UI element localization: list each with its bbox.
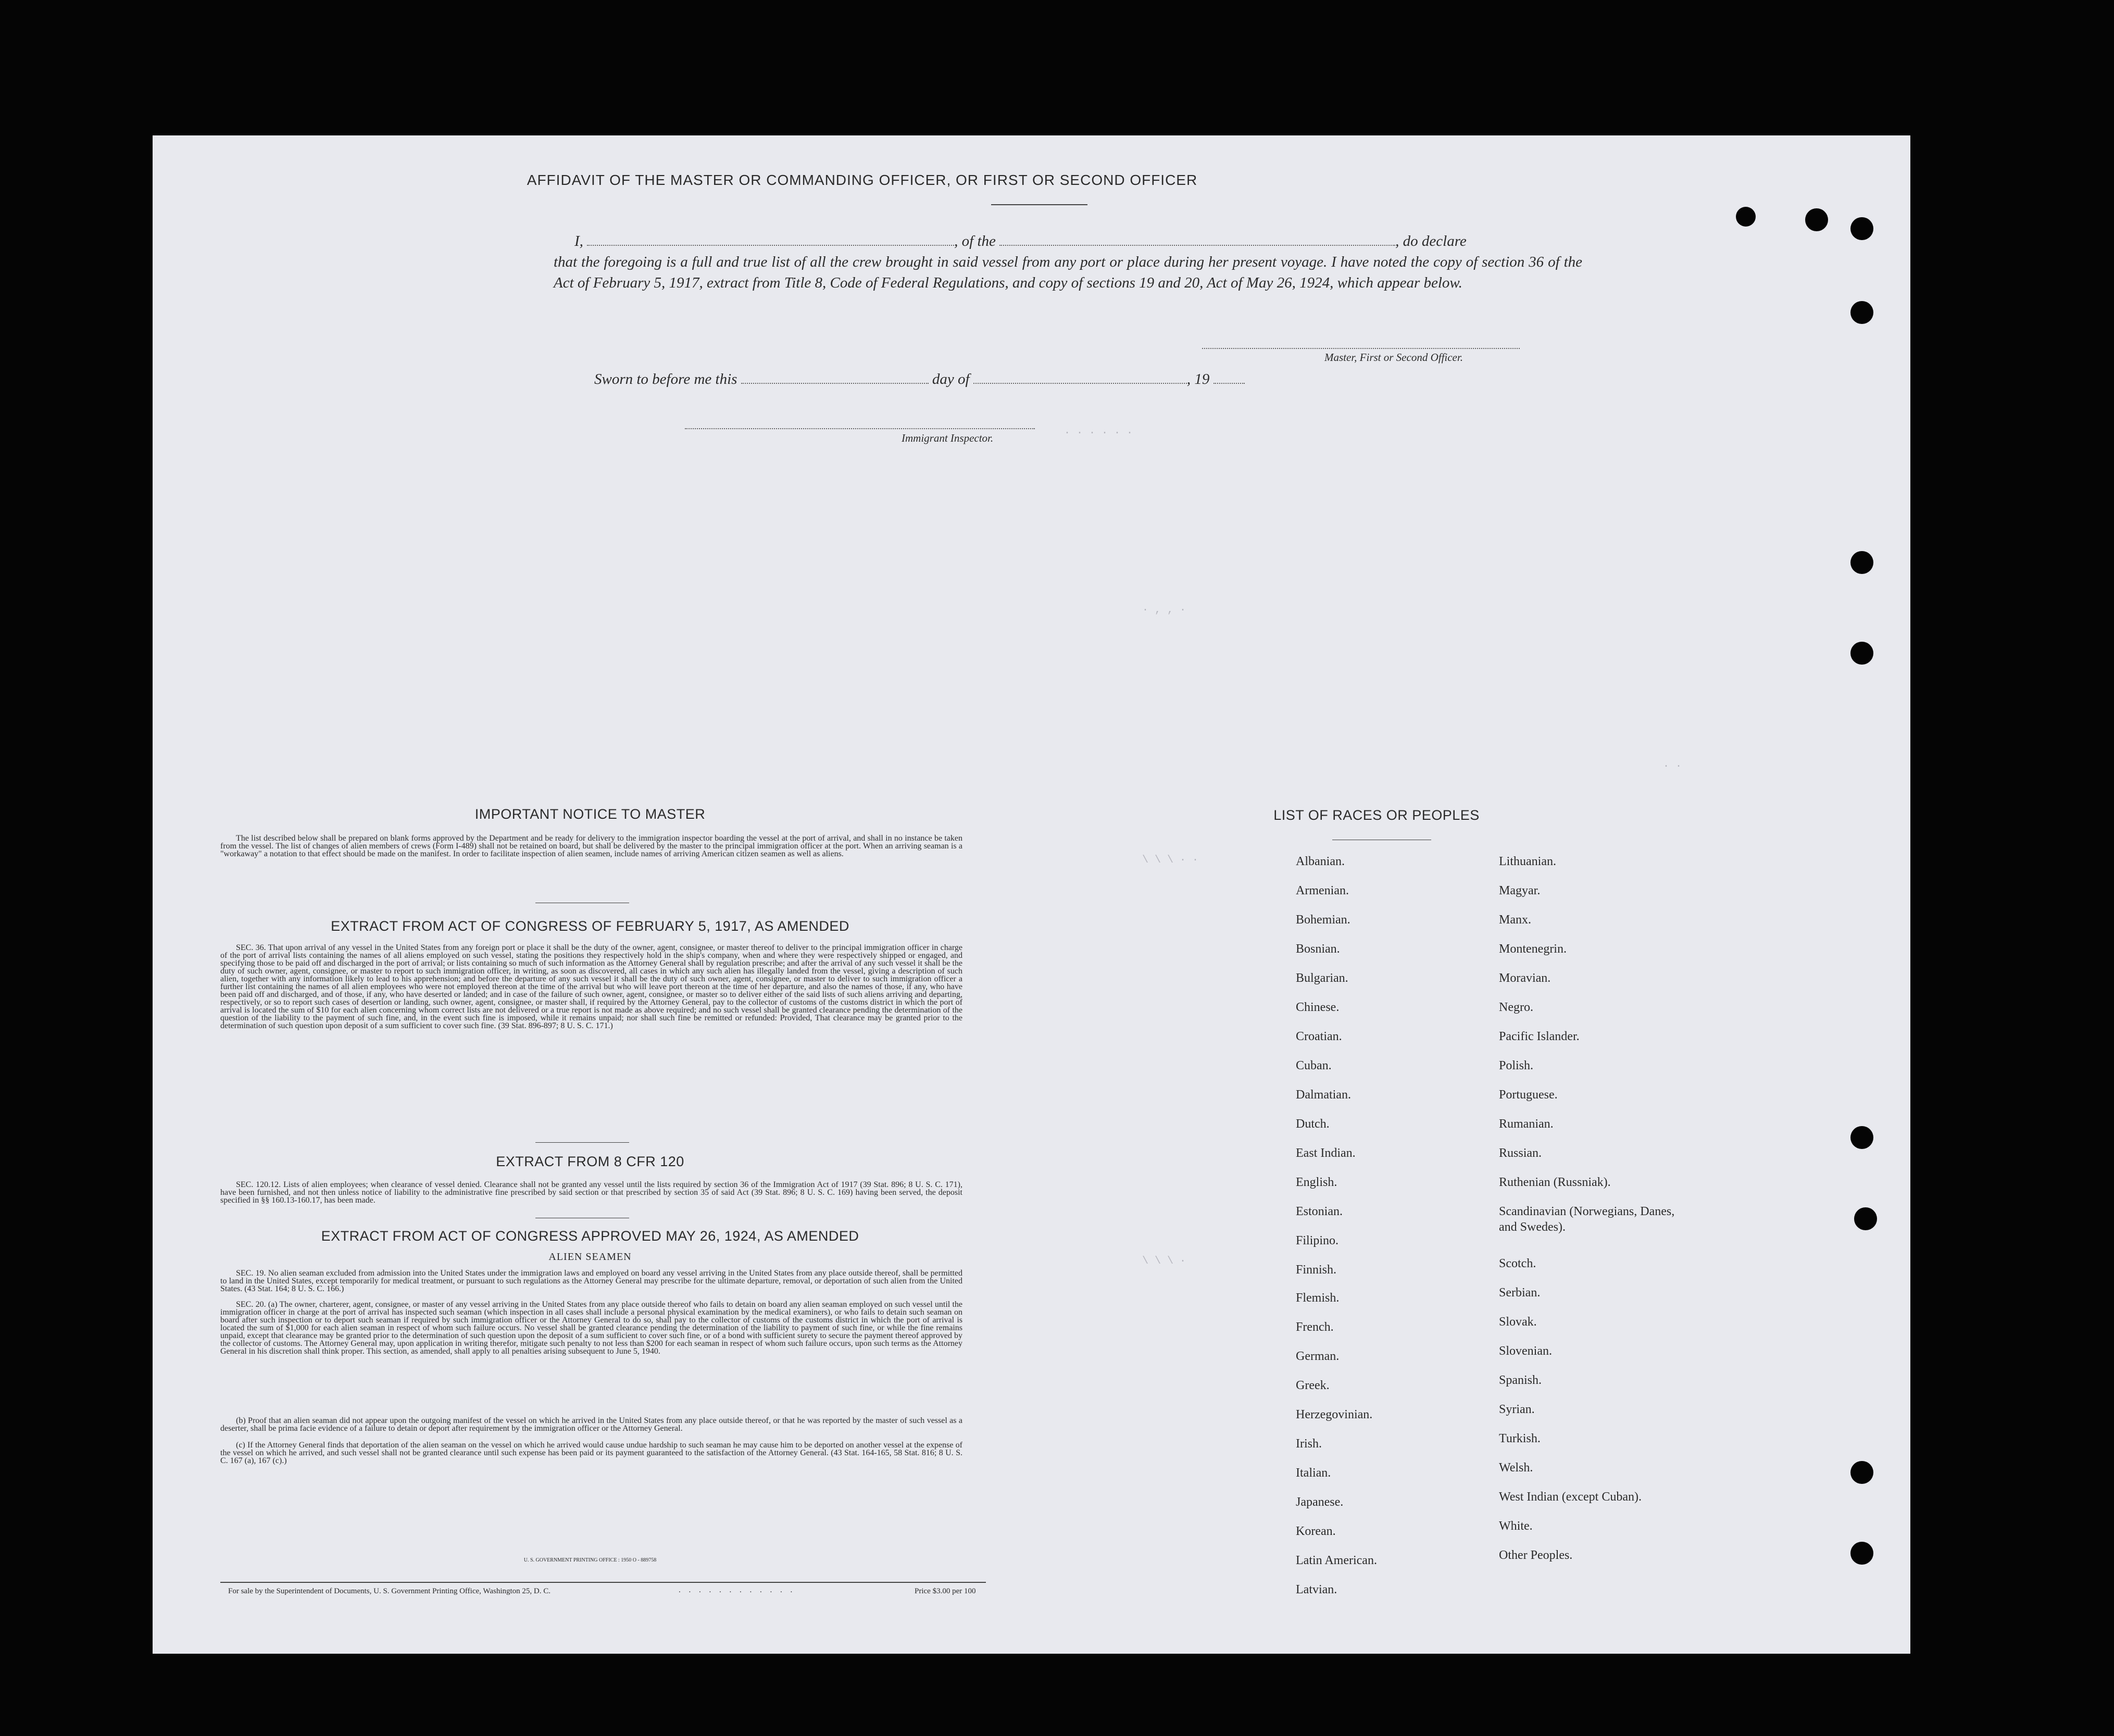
race-item: Italian. (1296, 1466, 1331, 1480)
race-item: Scotch. (1499, 1257, 1536, 1270)
extract-1924-sec20a: SEC. 20. (a) The owner, charterer, agent, consignee, or master of any vessel arriving in the United States from any place outside thereof who fails to detain on board any alien seaman employed on such vessel until the immigration officer in charge at the port of arrival has inspected such seaman (which inspection in all cases shall include a personal physical examination by the medical examiners), or who fails to detain such seaman on board after such inspection or to deport such seaman if required by such immigration officer or the Attorney General to do so, shall pay to the collector of customs of the customs district in which the port of arrival is located the sum of $1,000 for each alien seaman in respect of whom such failure occurs. No vessel shall be granted clearance pending the determination of the liability to payment of such fine, or while the fine remains unpaid, except that clearance may be granted prior to the determination of such question upon the deposit of a sum sufficient to cover such fine, or of a bond with sufficient surety to secure the payment thereof approved by the collector of customs. The Attorney General may, upon application in writing therefor, mitigate such penalty to not less than $200 for each seaman in respect of whom such failure occurs, upon such terms as the Attorney General in his discretion shall think proper. This section, as amended, shall apply to all penalties arising subsequent to June 5, 1940. (220, 1300, 962, 1356)
race-item: Korean. (1296, 1525, 1336, 1538)
notice-text: The list described below shall be prepared on blank forms approved by the Department and be ready for delivery to the immigration inspector boarding the vessel at the port of arrival, and shall in no instance be taken from the vessel. The list of changes of alien members of crews (Form I-489) shall not be retained on board, but shall be delivered by the master to the principal immigration officer at the port. When an arriving seaman is a "workaway" a notation to that effect should be made on the manifest. In order to facilitate inspection of alien seamen, include names of arriving American citizen seamen as well as aliens. (220, 834, 962, 858)
extract-1924-sec19: SEC. 19. No alien seaman excluded from admission into the United States under the immigration laws and employed on board any vessel arriving in the United States from any place outside thereof, shall be permitted to land in the United States, except temporarily for medical treatment, or pursuant to such regulations as the Attorney General may prescribe for the ultimate departure, removal, or deportation of such alien from the United States. (43 Stat. 164; 8 U. S. C. 166.) (220, 1269, 962, 1293)
bleed-through-marks: · · · · · · (1064, 427, 1133, 439)
sworn-month-field[interactable] (973, 372, 1187, 384)
race-item: Herzegovinian. (1296, 1408, 1373, 1421)
extract-cfr-heading: EXTRACT FROM 8 CFR 120 (496, 1154, 684, 1169)
day-of-text: day of (932, 371, 970, 388)
year-text: , 19 (1186, 371, 1210, 388)
name-blank-field[interactable] (587, 234, 954, 246)
punch-hole (1850, 642, 1873, 665)
race-item: Slovak. (1499, 1315, 1537, 1329)
races-right-column (1499, 851, 1692, 1574)
footer-sale-text: For sale by the Superintendent of Documents, U. S. Government Printing Office, Washington 25, D. C. (228, 1587, 551, 1595)
race-item: Chinese. (1296, 1001, 1340, 1014)
race-item: Flemish. (1296, 1291, 1340, 1305)
race-item: Magyar. (1499, 884, 1541, 897)
race-item: Latin American. (1296, 1554, 1377, 1567)
sworn-day-field[interactable] (741, 372, 929, 384)
race-item: Serbian. (1499, 1286, 1541, 1300)
race-item: Scandinavian (Norwegians, Danes, and Swedes). (1499, 1205, 1675, 1234)
race-item: English. (1296, 1176, 1337, 1189)
affidavit-i: I, (574, 233, 583, 249)
race-item: Greek. (1296, 1379, 1330, 1392)
race-item: Dalmatian. (1296, 1088, 1351, 1102)
race-item: Manx. (1499, 913, 1531, 927)
punch-hole (1854, 1207, 1877, 1230)
race-item: Turkish. (1499, 1432, 1541, 1445)
race-item: Montenegrin. (1499, 942, 1567, 956)
race-item: Bulgarian. (1296, 971, 1348, 985)
race-item: Russian. (1499, 1146, 1542, 1160)
master-signature-line[interactable] (1202, 348, 1520, 349)
vessel-blank-field[interactable] (999, 234, 1395, 246)
extract-cfr-text: SEC. 120.12. Lists of alien employees; when clearance of vessel denied. Clearance shall not be granted any vessel until the lists required by section 36 of the Immigration Act of 1917 (39 Stat. 896; 8 U. S. C. 171), have been furnished, and not then unless notice of liability to the administrative fine prescribed by said section or that prescribed by section 35 of said Act (39 Stat. 896; 8 U. S. C. 169) having been served, the deposit specified in §§ 160.13-160.17, has been made. (220, 1180, 962, 1205)
race-item: Dutch. (1296, 1117, 1330, 1131)
form-sheet (153, 135, 1910, 1654)
extract-1924-sec20c: (c) If the Attorney General finds that deportation of the alien seaman on the vessel on which he arrived would cause undue hardship to such seaman he may cause him to be deported on another vessel at the expense of the vessel on which he arrived, and such vessel shall not be granted clearance until such expense has been paid or its payment guaranteed to the satisfaction of the Attorney General. (43 Stat. 164-165, 58 Stat. 816; 8 U. S. C. 167 (a), 167 (c).) (220, 1441, 962, 1465)
race-item: Negro. (1499, 1001, 1533, 1014)
extract-1924-heading: EXTRACT FROM ACT OF CONGRESS APPROVED MAY 26, 1924, AS AMENDED (321, 1228, 859, 1244)
race-item: Pacific Islander. (1499, 1030, 1580, 1043)
race-item: Croatian. (1296, 1030, 1342, 1043)
race-item: Ruthenian (Russniak). (1499, 1176, 1611, 1189)
race-item: Rumanian. (1499, 1117, 1554, 1131)
punch-hole (1805, 208, 1828, 231)
races-heading: LIST OF RACES OR PEOPLES (1273, 807, 1480, 823)
race-item: Polish. (1499, 1059, 1534, 1072)
extract-1917-heading: EXTRACT FROM ACT OF CONGRESS OF FEBRUARY 5, 1917, AS AMENDED (331, 918, 849, 934)
race-item: Bohemian. (1296, 913, 1350, 927)
affidavit-declaration-line (574, 231, 1580, 252)
notice-heading: IMPORTANT NOTICE TO MASTER (474, 806, 706, 822)
race-item: Slovenian. (1499, 1344, 1552, 1358)
punch-hole (1850, 1461, 1873, 1484)
race-item: Portuguese. (1499, 1088, 1558, 1102)
title-rule (991, 204, 1087, 205)
punch-hole (1736, 207, 1756, 227)
affidavit-body: that the foregoing is a full and true list of all the crew brought in said vessel from any port or place during her present voyage. I have noted the copy of section 36 of the Act of February 5, 1917, extract from Title 8, Code of Federal Regulations, and copy of sections 19 and 20, Act of May 26, 1924, which appear below. (554, 254, 1582, 291)
punch-hole (1850, 217, 1873, 240)
divider (535, 1142, 629, 1143)
bleed-through-marks: \ \ \ · (1142, 1255, 1186, 1267)
punch-hole (1850, 551, 1873, 574)
footer-dots: . . . . . . . . . . . . (679, 1586, 796, 1594)
race-item: German. (1296, 1350, 1340, 1363)
sworn-line (594, 369, 1245, 390)
bleed-through-marks: · · (1663, 760, 1682, 772)
alien-seamen-subheading: ALIEN SEAMEN (548, 1251, 632, 1263)
affidavit-do-declare: , do declare (1395, 233, 1467, 249)
race-item: Albanian. (1296, 855, 1345, 868)
inspector-signature-label: Immigrant Inspector. (902, 432, 994, 444)
race-item: Japanese. (1296, 1495, 1344, 1509)
punch-hole (1850, 301, 1873, 324)
race-item: Finnish. (1296, 1263, 1337, 1277)
race-item: Spanish. (1499, 1373, 1542, 1387)
extract-1917-text: SEC. 36. That upon arrival of any vessel in the United States from any foreign port or place it shall be the duty of the owner, agent, consignee, or master thereof to deliver to the principal immigration officer in charge of the port of arrival lists containing the names of all aliens employed on such vessel, stating the positions they respectively hold in the ship's company, when and where they were respectively shipped or engaged, and specifying those to be paid off and discharged in the port of arrival; or lists containing so much of such information as the Attorney General shall by regulation prescribe; and after the arrival of any such vessel it shall be the duty of such owner, agent, consignee, or master to report to such immigration officer, in writing, as soon as discovered, all cases in which any such alien has illegally landed from the vessel, giving a description of such alien, together with any information likely to lead to his apprehension; and before the departure of any such vessel it shall be the duty of such owner, agent, consignee, or master to deliver to such immigration officer a further list containing the names of all alien employees who were not employed thereon at the time of the arrival but who will leave port thereon at the time of her departure, and also the names of those, if any, who have been paid off and discharged, and of those, if any, who have deserted or landed; and in case of the failure of such owner, agent, consignee, or master so to deliver either of the said lists of such aliens arriving and departing, respectively, or so to report such cases of desertion or landing, such owner, agent, consignee, or master shall, if required by the Attorney General, pay to the collector of customs of the customs district in which the port of arrival is located the sum of $10 for each alien concerning whom correct lists are not delivered or a true report is not made as above required; and no such vessel shall be granted clearance pending the determination of the question of the liability to the payment of such fine, and, in the event such fine is imposed, while it remains unpaid; nor shall such fine be remitted or refunded: Provided, That clearance may be granted prior to the determination of such question upon deposit of a sum sufficient to cover such fine. (39 Stat. 896-897; 8 U. S. C. 171.) (220, 943, 962, 1030)
race-item: White. (1499, 1519, 1533, 1533)
race-item: Armenian. (1296, 884, 1349, 897)
race-item: Moravian. (1499, 971, 1551, 985)
races-left-column (1296, 851, 1377, 1608)
printing-office-note: U. S. GOVERNMENT PRINTING OFFICE : 1950 O - 889758 (523, 1557, 657, 1563)
footer-rule (220, 1582, 986, 1583)
bleed-through-marks: \ \ \ · · (1142, 854, 1199, 866)
inspector-signature-line[interactable] (685, 428, 1035, 429)
race-item: Bosnian. (1296, 942, 1340, 956)
affidavit-title: AFFIDAVIT OF THE MASTER OR COMMANDING OFFICER, OR FIRST OR SECOND OFFICER (527, 172, 1198, 188)
race-item: Latvian. (1296, 1583, 1337, 1596)
race-item: Estonian. (1296, 1205, 1343, 1218)
race-item: Filipino. (1296, 1234, 1339, 1247)
punch-hole (1850, 1126, 1873, 1149)
sworn-text: Sworn to before me this (594, 371, 737, 388)
master-signature-label: Master, First or Second Officer. (1324, 351, 1463, 364)
race-item: Irish. (1296, 1437, 1322, 1451)
extract-1924-sec20b: (b) Proof that an alien seaman did not appear upon the outgoing manifest of the vessel on which he arrived in the United States from any place outside thereof, or that he was reported by the master of such vessel as a deserter, shall be prima facie evidence of a failure to detain or deport after requirement by the immigration officer or the Attorney General. (220, 1416, 962, 1433)
race-item: Lithuanian. (1499, 855, 1556, 868)
footer-price: Price $3.00 per 100 (915, 1587, 976, 1595)
sworn-year-field[interactable] (1214, 372, 1245, 384)
affidavit-of-the: , of the (954, 233, 996, 249)
race-item: East Indian. (1296, 1146, 1356, 1160)
race-item: Other Peoples. (1499, 1548, 1573, 1562)
bleed-through-marks: · , , · (1142, 604, 1186, 616)
race-item: Cuban. (1296, 1059, 1332, 1072)
punch-hole (1850, 1542, 1873, 1565)
race-item: French. (1296, 1320, 1334, 1334)
race-item: Syrian. (1499, 1403, 1535, 1416)
race-item: Welsh. (1499, 1461, 1533, 1475)
race-item: West Indian (except Cuban). (1499, 1490, 1642, 1504)
